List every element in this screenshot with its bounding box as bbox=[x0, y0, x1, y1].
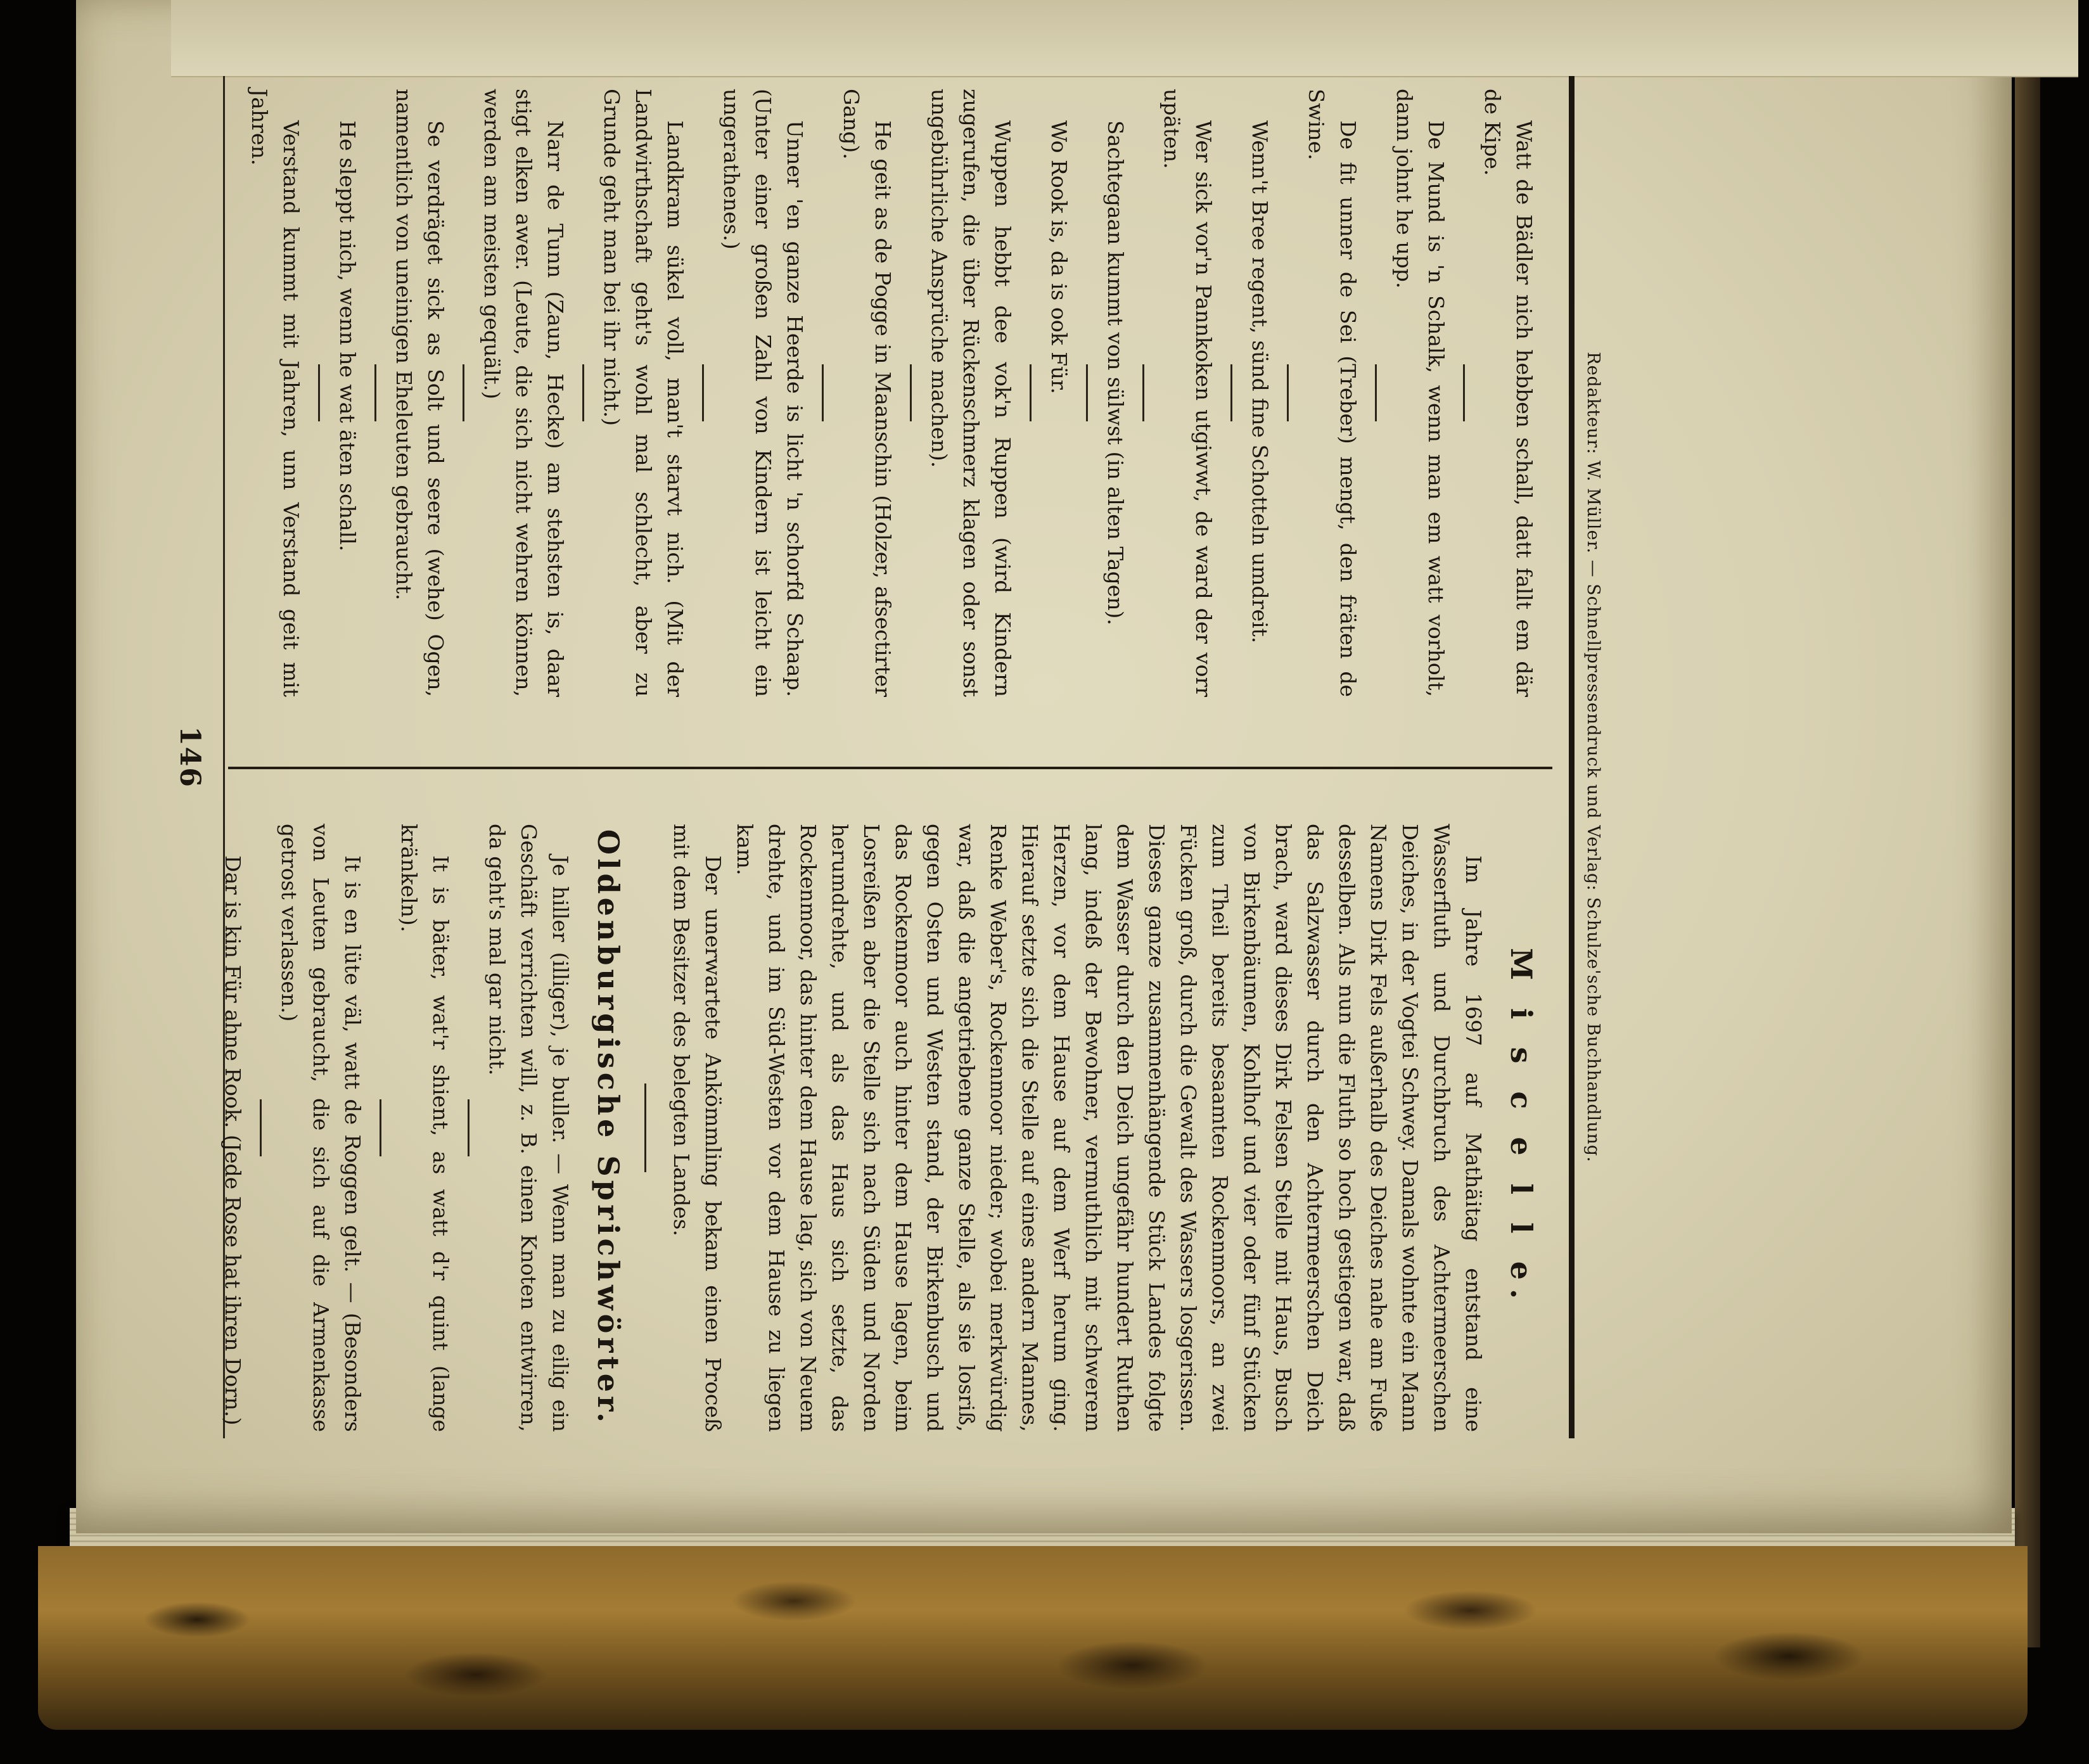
proverb: It is en lüte väl, watt de Roggen gelt. — (Besonders von Leuten gebraucht, die sich auf die Armenkasse getrost verlassen.) bbox=[277, 824, 365, 1432]
paragraph: Im Jahre 1697 auf Mathäitag entstand eine Wasserfluth und Durchbruch des Achtermeerschen Deiches, in der Vogtei Schwey. Damals wohnte ein Mann Namens Dirk Fels außerhalb des Deiches nahe am Fuße desselben. Als nun die Fluth so hoch gestiegen war, daß das Salzwasser durch den Achtermeerschen Deich brach, ward dieses Dirk Felsen Stelle mit Haus, Busch von Birkenbäumen, Kohlhof und vier oder fünf Stücken zum Theil bereits besaamten Rockenmoors, an zwei Fücken groß, durch die Gewalt des Wassers losgerissen. Dieses ganze zusammenhängende Stück Landes folgte dem Wasser durch den Deich ungefähr hundert Ruthen lang, indeß der Bewohner, vermuthlich mit schwerem Herzen, vor dem Hause auf dem Werf herum ging. Hierauf setzte sich die Stelle auf eines andern Mannes, Renke Weber's, Rockenmoor nieder; wobei merkwürdig war, daß die angetriebene ganze Stelle, als sie losriß, gegen Osten und Westen stand, der Birkenbusch und das Rockenmoor auch hinter dem Hause lagen, beim Losreißen aber die Stelle sich nach Süden und Norden herumdrehte, und als das Haus sich setzte, das Rockenmoor, das hinter dem Hause lag, sich von Neuem drehte, und im Süd-Westen vor dem Hause zu liegen kam. bbox=[732, 824, 1486, 1432]
proverb: Watt de Bädler nich hebben schall, datt fallt em där de Kipe. bbox=[1480, 89, 1536, 697]
previous-page-edge bbox=[171, 0, 2078, 77]
proverb: It is bäter, wat'r shient, as watt d'r quint (lange kränkeln). bbox=[397, 824, 453, 1432]
proverb: He sleppt nich, wenn he wat äten schall. bbox=[335, 120, 360, 552]
proverbs-heading: Oldenburgische Sprichwörter. bbox=[591, 829, 625, 1427]
separator bbox=[463, 364, 464, 421]
column-divider bbox=[228, 767, 1552, 769]
proverb: De Mund is 'n Schalk, wenn man em watt vorholt, dann johnt he upp. bbox=[1392, 89, 1448, 697]
imprint-footer: Redakteur: W. Müller. — Schnellpressendruck und Verlag: Schulze'sche Buchhandlung. bbox=[1583, 352, 1603, 1163]
book-cover-edge bbox=[2015, 0, 2040, 1647]
proverb: Wo Rook is, da is ook Für. bbox=[1047, 120, 1071, 394]
separator bbox=[260, 1099, 262, 1156]
separator bbox=[1142, 364, 1144, 421]
separator bbox=[318, 364, 320, 421]
separator bbox=[1463, 364, 1465, 421]
proverb: Verstand kummt mit Jahren, unn Verstand geit mit Jahren. bbox=[247, 89, 303, 697]
separator bbox=[1030, 364, 1032, 421]
separator bbox=[374, 364, 376, 421]
separator bbox=[1230, 364, 1232, 421]
separator bbox=[582, 364, 584, 421]
proverb: Narr de Tunn (Zaun, Hecke) am stehsten is, daar stigt elken awer. (Leute, die sich nicht wehren können, werden am meisten gequält.) bbox=[480, 89, 568, 697]
separator bbox=[822, 364, 824, 421]
separator bbox=[910, 364, 912, 421]
separator bbox=[1086, 364, 1088, 421]
separator bbox=[702, 364, 704, 421]
proverb: Unner 'en ganze Heerde is licht 'n schorfd Schaap. (Unter einer großen Zahl von Kindern ist leicht ein ungerathenes.) bbox=[719, 89, 807, 697]
proverb: Wuppen hebbt dee vok'n Ruppen (wird Kindern zugerufen, die über Rückenschmerz klagen oder sonst ungebührliche Ansprüche machen). bbox=[927, 89, 1015, 697]
separator bbox=[644, 1083, 646, 1172]
proverb: Se verdräget sick as Solt und seere (wehe) Ogen, namentlich von uneinigen Eheleuten gebraucht. bbox=[392, 89, 448, 697]
miscelle-heading: M i s c e l l e. bbox=[1504, 948, 1538, 1308]
proverb: Wenn't Bree regent, sünd fine Schotteln umdreit. bbox=[1248, 120, 1272, 644]
page-number: 146 bbox=[174, 726, 206, 788]
separator bbox=[468, 1099, 470, 1156]
left-column bbox=[220, 824, 1540, 1432]
bottom-rule bbox=[1569, 76, 1575, 1438]
proverb: He geit as de Pogge in Maanschin (Holzer, afsectirter Gang). bbox=[839, 89, 895, 697]
rotated-text-block bbox=[0, 76, 1603, 1438]
proverb: Je hiller (illiger), je buller. — Wenn man zu eilig ein Geschäft verrichten will, z. B. einen Knoten entwirren, da geht's mal gar nicht. bbox=[485, 824, 573, 1432]
proverb: Dar is kin Für ahne Rook. (Jede Rose hat ihren Dorn.) bbox=[220, 855, 245, 1426]
marbled-binding bbox=[38, 1546, 2028, 1730]
separator bbox=[380, 1099, 381, 1156]
right-column bbox=[234, 89, 1540, 697]
proverb: Landkram sükel voll, man't starvt nich. (Mit der Landwirthschaft geht's wohl mal schlecht, aber zu Grunde geht man bei ihr nicht.) bbox=[599, 89, 687, 697]
proverb: Wer sick vor'n Pannkoken utgiwwt, de ward der vorr upäten. bbox=[1159, 89, 1216, 697]
separator bbox=[1375, 364, 1377, 421]
paragraph: Der unerwartete Ankömmling bekam einen Proceß mit dem Besitzer des belegten Landes. bbox=[669, 824, 725, 1432]
proverb: De fit unner de Sei (Treber) mengt, den fräten de Swine. bbox=[1304, 89, 1360, 697]
separator bbox=[1287, 364, 1289, 421]
proverb: Sachtegaan kummt von sülwst (in alten Tagen). bbox=[1103, 120, 1128, 625]
